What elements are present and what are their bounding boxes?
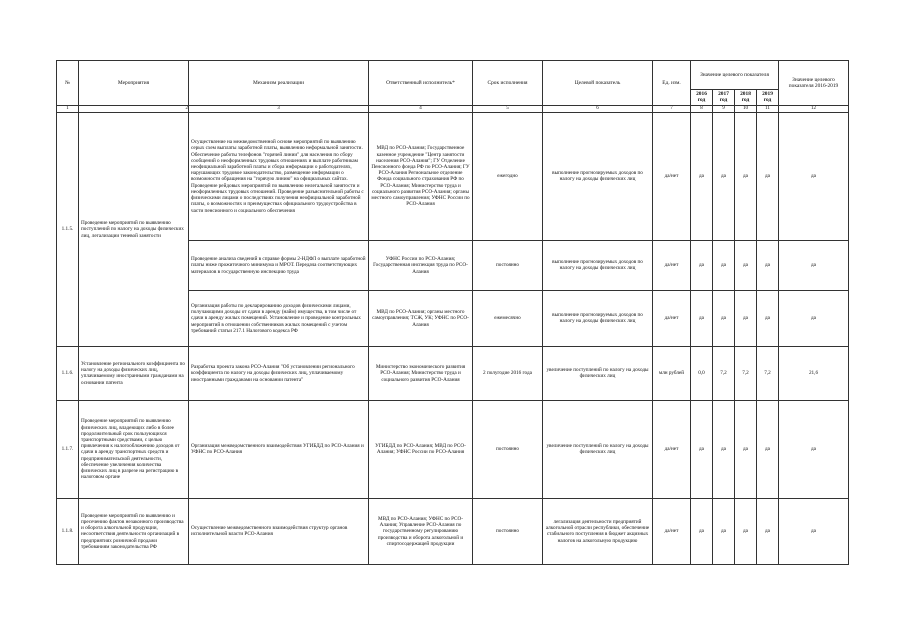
row-deadline: ежемесячно: [473, 290, 543, 346]
row-unit: да/нет: [653, 498, 691, 564]
row-responsible: УФНС России по РСО-Алания; Государственная инспекция труда по РСО-Алания: [369, 240, 473, 290]
table-row: [57, 400, 849, 498]
row-unit: да/нет: [653, 112, 691, 240]
row-final: да: [779, 240, 849, 290]
row-mechanism: Организация межведомственного взаимодействия УГИБДД по РСО-Алания и УФНС по РСО-Алания: [189, 400, 369, 498]
row-deadline: постоянно: [473, 498, 543, 564]
row-unit: да/нет: [653, 240, 691, 290]
row-mechanism: Проведение анализа сведений в справке формы 2-НДФЛ о выплате заработной платы ниже прожиточного минимума и МРОТ. Передача соответствующих материалов в государственную инспекцию труда: [189, 240, 369, 290]
row-indicator: выполнение прогнозируемых доходов по налогу на доходы физических лиц: [543, 112, 653, 240]
row-indicator: увеличение поступлений по налогу на доходы физических лиц: [543, 400, 653, 498]
row-deadline: постоянно: [473, 400, 543, 498]
row-indicator: легализация деятельности предприятий алкогольной отрасли республики, обеспечение стабильного поступления в бюджет акцизных налогов на алкогольную продукцию: [543, 498, 653, 564]
header-measure: Мероприятия: [79, 61, 189, 106]
row-mechanism: Осуществление на межведомственной основе мероприятий по выявлению серых схем выплаты заработной платы, выявлению неформальной занятости. Обеспечение работы телефонов "горячей линии" для населения по сбору сообщений о неоформленных трудовых отношениях и выплате работникам неофициальной заработной платы и сбора информации о работодателях, нарушающих трудовое законодательство, размещение информации о возможности обращения на "горячую линию" на официальных сайтах. Проведение рейдовых мероприятий по выявлению нелегальной занятости и неоформленных трудовых отношений. Проведение разъяснительной работы с физическими лицами о последствиях получения неофициальной заработной платы, о возможностях и преимуществах официального трудоустройства в части пенсионного и социального обеспечения: [189, 112, 369, 240]
table-row: [57, 498, 849, 564]
row-value-2019: да: [757, 290, 779, 346]
row-value-2017: да: [713, 400, 735, 498]
row-number: 1.1.6.: [57, 346, 79, 400]
row-number: 1.1.7.: [57, 400, 79, 498]
header-unit: Ед. изм.: [653, 61, 691, 106]
row-value-2019: да: [757, 240, 779, 290]
row-final: да: [779, 498, 849, 564]
header-year-2017: 2017 год: [713, 90, 735, 106]
row-value-2019: 7,2: [757, 346, 779, 400]
row-deadline: ежегодно: [473, 112, 543, 240]
row-final: да: [779, 400, 849, 498]
col-number: 3: [189, 105, 369, 112]
row-value-2016: да: [691, 498, 713, 564]
row-responsible: МВД по РСО-Алания; Государственное казенное учреждение "Центр занятости населения РСО-Алания"; ГУ Отделение Пенсионного фонда РФ по РСО-Алания; ГУ РСО-Алания Региональное отделение Фонда социального страхования РФ по РСО-Алания; Министерство труда и социального развития РСО-Алания; органы местного самоуправления; УФНС России по РСО-Алания: [369, 112, 473, 240]
row-measure: Проведение мероприятий по выявлению физических лиц, владеющих либо в более продолжительный срок пользующихся транспортными средствами, с целью привлечения к налогообложению доходов от сдачи в аренду транспортных средств и предпринимательской деятельности, обеспечение увеличения количества физических лиц в разрезе на регистрацию в налоговом органе: [79, 400, 189, 498]
row-value-2017: да: [713, 290, 735, 346]
header-year-2019: 2019 год: [757, 90, 779, 106]
row-value-2019: да: [757, 112, 779, 240]
row-final: 21,6: [779, 346, 849, 400]
row-value-2016: да: [691, 290, 713, 346]
row-deadline: постоянно: [473, 240, 543, 290]
col-number: 12: [779, 105, 849, 112]
header-year-2016: 2016 год: [691, 90, 713, 106]
header-mechanism: Механизм реализации: [189, 61, 369, 106]
row-responsible: МВД по РСО-Алания; органы местного самоуправления; ТСЖ, УК; УФНС по РСО-Алания: [369, 290, 473, 346]
row-value-2016: да: [691, 112, 713, 240]
col-number: 10: [735, 105, 757, 112]
row-value-2018: да: [735, 498, 757, 564]
row-number: 1.1.5.: [57, 112, 79, 346]
row-final: да: [779, 112, 849, 240]
row-value-2019: да: [757, 400, 779, 498]
row-value-2017: 7,2: [713, 346, 735, 400]
row-deadline: 2 полугодие 2016 года: [473, 346, 543, 400]
row-indicator: выполнение прогнозируемых доходов по налогу на доходы физических лиц: [543, 240, 653, 290]
row-value-2016: да: [691, 240, 713, 290]
row-mechanism: Осуществление межведомственного взаимодействия структур органов исполнительной власти РСО-Алания: [189, 498, 369, 564]
row-responsible: УГИБДД по РСО-Алания; МВД по РСО-Алания; УФНС России по РСО-Алания: [369, 400, 473, 498]
row-value-2017: да: [713, 112, 735, 240]
row-value-2018: 7,2: [735, 346, 757, 400]
table-row: [57, 112, 849, 240]
row-measure: Проведение мероприятий по выявлению и пресечению фактов незаконного производства и оборота алкогольной продукции, несоответствия деятельности организаций в предприятиях розничной продажи требованиям законодательства РФ: [79, 498, 189, 564]
row-value-2017: да: [713, 498, 735, 564]
row-value-2018: да: [735, 240, 757, 290]
row-value-2019: да: [757, 498, 779, 564]
header-target-group: Значение целевого показателя: [691, 61, 779, 90]
row-unit: млн рублей: [653, 346, 691, 400]
row-number: 1.1.8.: [57, 498, 79, 564]
row-unit: да/нет: [653, 290, 691, 346]
header-final: Значение целевого показателя 2016-2019: [779, 61, 849, 106]
row-unit: да/нет: [653, 400, 691, 498]
table-row: [57, 346, 849, 400]
row-mechanism: Разработка проекта закона РСО-Алания "Об установлении регионального коэффициента по налогу на доходы физических лиц, уплачиваемому иностранными гражданами на основании патента": [189, 346, 369, 400]
row-responsible: МВД по РСО-Алания; УФНС по РСО-Алания; Управление РСО-Алания по государственному регулированию производства и оборота алкогольной и спиртосодержащей продукции: [369, 498, 473, 564]
col-number: 8: [691, 105, 713, 112]
row-value-2017: да: [713, 240, 735, 290]
col-number: 6: [543, 105, 653, 112]
col-number: 1: [57, 105, 79, 112]
col-number: 7: [653, 105, 691, 112]
row-indicator: выполнение прогнозируемых доходов по налогу на доходы физических лиц: [543, 290, 653, 346]
row-value-2018: да: [735, 112, 757, 240]
measures-table: [56, 60, 849, 565]
header-responsible: Ответственный исполнитель*: [369, 61, 473, 106]
row-value-2018: да: [735, 290, 757, 346]
row-final: да: [779, 290, 849, 346]
header-deadline: Срок исполнения: [473, 61, 543, 106]
row-value-2016: 0,0: [691, 346, 713, 400]
row-responsible: Министерство экономического развития РСО-Алания; Министерство труда и социального развития РСО-Алания: [369, 346, 473, 400]
row-measure: Проведение мероприятий по выявлению поступлений по налогу на доходы физических лиц, легализации теневой занятости: [79, 112, 189, 346]
row-measure: Установление регионального коэффициента по налогу на доходы физических лиц, уплачиваемому иностранными гражданами на основании патента: [79, 346, 189, 400]
header-indicator: Целевой показатель: [543, 61, 653, 106]
row-indicator: увеличение поступлений по налогу на доходы физических лиц: [543, 346, 653, 400]
header-year-2018: 2018 год: [735, 90, 757, 106]
col-number: 11: [757, 105, 779, 112]
col-number: 4: [369, 105, 473, 112]
row-value-2016: да: [691, 400, 713, 498]
col-number: 9: [713, 105, 735, 112]
col-number: 2: [79, 105, 189, 112]
col-number: 5: [473, 105, 543, 112]
row-mechanism: Организация работы по декларированию доходов физическими лицами, получающими доходы от сдачи в аренду (найм) имущества, в том числе от сдачи в аренду жилых помещений. Установление и проведение контрольных мероприятий в отношении собственников жилых помещений с учетом требований статьи 217.1 Налогового кодекса РФ: [189, 290, 369, 346]
row-value-2018: да: [735, 400, 757, 498]
header-num: №: [57, 61, 79, 106]
column-number-row: [57, 105, 849, 112]
